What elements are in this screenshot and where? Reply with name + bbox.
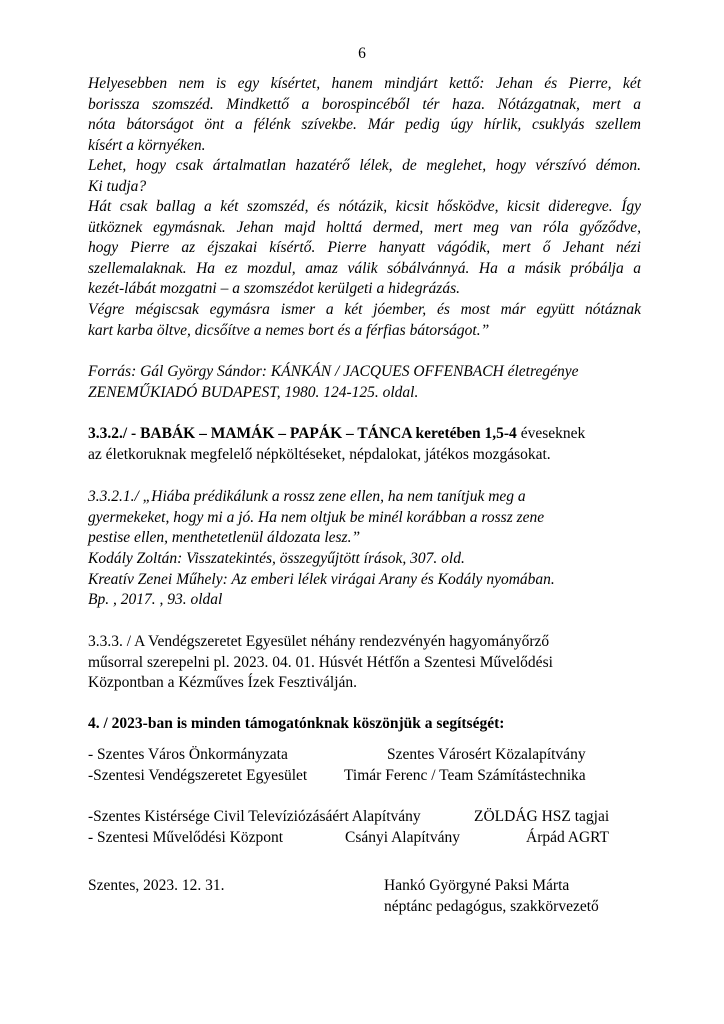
text-line: Bp. , 2017. , 93. oldal: [88, 591, 223, 608]
quote-paragraph-2: [88, 156, 641, 197]
supporter-name: Árpád AGRT: [526, 829, 610, 846]
text-line: borissza szomszéd. Mindkettő a borospincéből tér haza. Nótázgatnak, mert a: [88, 95, 641, 113]
text-line: ütköznek egymásnak. Jehan majd holttá dermed, mert meg van róla győződve,: [88, 218, 641, 236]
page-number: 6: [358, 45, 366, 62]
supporter-name: Szentes Városért Közalapítvány: [387, 746, 586, 763]
text-line: kezét-lábát mozgatni – a szomszédot kerülgeti a hidegrázás.: [88, 280, 460, 297]
text-line: Hát csak ballag a két szomszéd, és nótázik, kicsit hősködve, kicsit dideregve. Így: [88, 198, 641, 215]
section-4-heading: 4. / 2023-ban is minden támogatónknak köszönjük a segítségét:: [88, 715, 505, 732]
text-line: 3.3.3. / A Vendégszeretet Egyesület néhány rendezvényén hagyományőrző: [88, 633, 550, 650]
text-line: Kreatív Zenei Műhely: Az emberi lélek virágai Arany és Kodály nyomában.: [88, 570, 555, 588]
text-line: Kodály Zoltán: Visszatekintés, összegyűjtött írások, 307. old.: [88, 550, 465, 567]
text-line: Forrás: Gál György Sándor: KÁNKÁN / JACQUES OFFENBACH életregénye: [88, 363, 579, 380]
text-line: kart karba öltve, dicsőítve a nemes bort és a férfias bátorságot.”: [88, 321, 490, 339]
supporter-name: Csányi Alapítvány: [345, 829, 460, 846]
text-line: hogy Pierre az éjszakai kísértő. Pierre hanyatt vágódik, mert ő Jehant nézi: [88, 239, 641, 256]
supporter-name: -Szentesi Vendégszeretet Egyesület: [88, 767, 308, 784]
source-citation-2: [88, 549, 641, 611]
section-heading-rest: éveseknek: [516, 425, 586, 442]
text-line: 3.3.2.1./ „Hiába prédikálunk a rossz zene ellen, ha nem tanítjuk meg a: [88, 488, 526, 505]
section-3-3-3: [88, 632, 641, 694]
section-3-3-2: [88, 424, 641, 465]
text-line: Központban a Kézműves Ízek Fesztiválján.: [88, 674, 358, 691]
text-line: műsorral szerepelni pl. 2023. 04. 01. Húsvét Hétfőn a Szentesi Művelődési: [88, 653, 553, 671]
text-line: Helyesebben nem is egy kísértet, hanem mindjárt kettő: Jehan és Pierre, két: [88, 75, 641, 92]
text-line: pestise ellen, menthetetlenül áldozata lesz.”: [88, 529, 361, 546]
text-line: gyermekeket, hogy mi a jó. Ha nem oltjuk be minél korábban a rossz zene: [88, 508, 545, 526]
section-3-3-2-1: [88, 487, 641, 549]
section-heading: 3.3.2./ - BABÁK – MAMÁK – PAPÁK – TÁNCA keretében 1,5-4: [88, 425, 517, 442]
signer-title: néptánc pedagógus, szakkörvezető: [384, 898, 599, 915]
supporter-name: -Szentes Kistérsége Civil Televíziózásáért Alapítvány: [88, 808, 421, 825]
text-line: szellemalaknak. Ha ez mozdul, amaz válik sóbálvánnyá. Ha a másik próbálja a: [88, 259, 641, 277]
text-line: Ki tudja?: [88, 177, 147, 195]
text-line: Lehet, hogy csak ártalmatlan hazatérő lélek, de meglehet, hogy vérszívó démon.: [88, 157, 641, 174]
text-line: kísért a környéken.: [88, 136, 206, 154]
supporter-name: - Szentesi Művelődési Központ: [88, 829, 284, 846]
text-line: Végre mégiscsak egymásra ismer a két jóember, és most már együtt nótáznak: [88, 301, 641, 318]
source-citation-1: [88, 362, 641, 403]
place-date: Szentes, 2023. 12. 31.: [88, 877, 225, 894]
quote-paragraph-3: [88, 197, 641, 300]
supporter-name: Timár Ferenc / Team Számítástechnika: [344, 767, 586, 784]
text-line: nóta bátorságot önt a félénk szívekbe. Már pedig úgy hírlik, csuklyás szellem: [88, 116, 641, 133]
supporter-name: - Szentes Város Önkormányzata: [88, 746, 288, 763]
text-line: az életkoruknak megfelelő népköltéseket, népdalokat, játékos mozgásokat.: [88, 445, 551, 463]
quote-paragraph-4: [88, 300, 641, 341]
text-line: [88, 424, 641, 445]
supporter-name: ZÖLDÁG HSZ tagjai: [474, 808, 610, 825]
text-line: ZENEMŰKIADÓ BUDAPEST, 1980. 124-125. oldal.: [88, 383, 419, 401]
quote-paragraph-1: [88, 74, 641, 156]
signer-name: Hankó Györgyné Paksi Márta: [384, 877, 570, 894]
